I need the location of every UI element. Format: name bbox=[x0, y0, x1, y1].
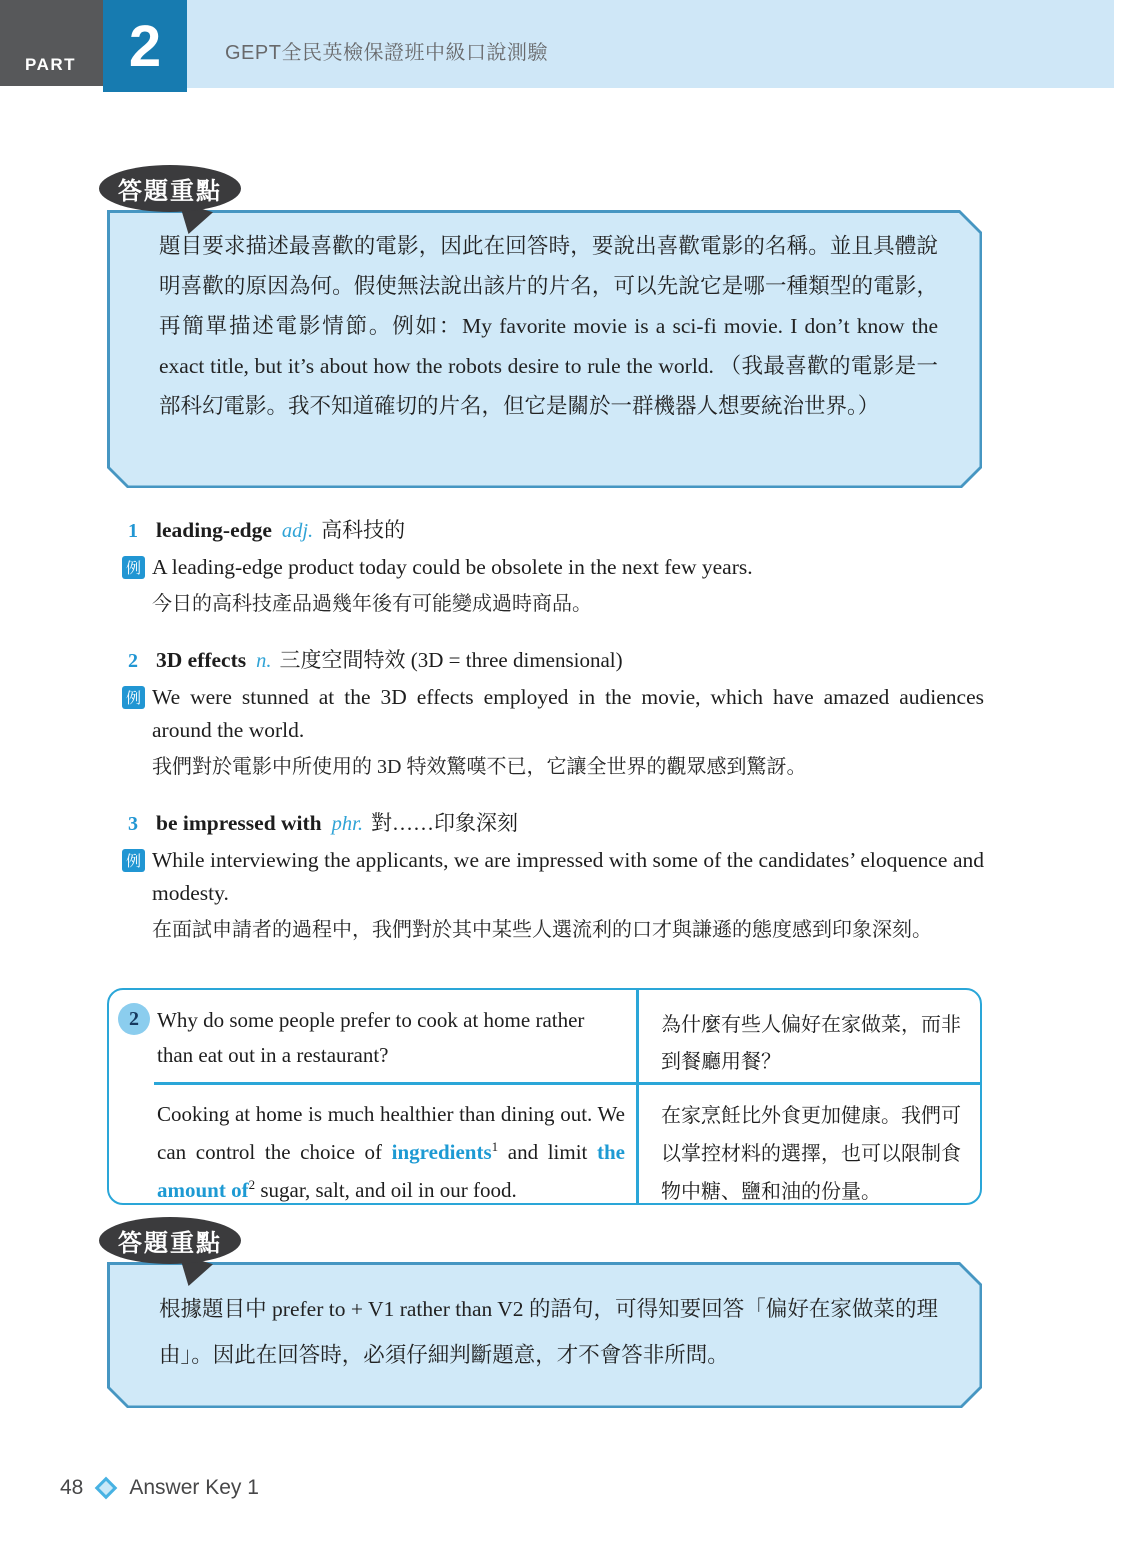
part-label: PART bbox=[25, 55, 77, 74]
vocab-term: leading-edge bbox=[156, 518, 272, 542]
vocab-term: 3D effects bbox=[156, 648, 247, 672]
example-translation-zh: 今日的高科技產品過幾年後有可能變成過時商品。 bbox=[152, 593, 592, 615]
vocab-definition: 對……印象深刻 bbox=[370, 811, 518, 835]
page-number: 48 bbox=[60, 1476, 84, 1499]
question-number-badge: 2 bbox=[118, 1003, 150, 1035]
vocab-definition: 高科技的 bbox=[321, 518, 406, 542]
vocab-term: be impressed with bbox=[156, 811, 322, 835]
vocab-example-row bbox=[122, 844, 984, 910]
table-vertical-divider bbox=[636, 990, 639, 1203]
vocab-pos: adj. bbox=[281, 520, 314, 542]
vocab-example-row bbox=[122, 551, 984, 584]
footer-label: Answer Key 1 bbox=[129, 1476, 259, 1499]
vocab-number: 2 bbox=[128, 650, 138, 672]
part-number-badge: 2 bbox=[103, 0, 187, 92]
key-points-text: 根據題目中 prefer to + V1 rather than V2 的語句，可得知要回答「偏好在家做菜的理由」。因此在回答時，必須仔細判斷題意，才不會答非所問。 bbox=[159, 1297, 938, 1367]
example-sentence-en: While interviewing the applicants, we are impressed with some of the candidates’ eloquence and modesty. bbox=[152, 848, 984, 905]
vocab-term-line bbox=[122, 644, 984, 678]
answer-text-en: Cooking at home is much healthier than dining out. We can control the choice of ingredients$^1$ and limit the amount $of^2$ sugar, salt, and oil in our food. bbox=[157, 1102, 625, 1202]
vocab-term-line bbox=[122, 807, 984, 841]
key-points-text: 題目要求描述最喜歡的電影，因此在回答時，要說出喜歡電影的名稱。並且具體說明喜歡的原因為何。假使無法說出該片的片名，可以先說它是哪一種類型的電影，再簡單描述電影情節。例如：My favorite movie is a sci-fi movie. I don’t know the exact title, but it’s about how the robots desire to rule the world. （我最喜歡的電影是一部科幻電影。我不知道確切的片名，但它是關於一群機器人想要統治世界。） bbox=[159, 234, 938, 418]
qa-table bbox=[107, 988, 982, 1205]
example-translation-zh: 我們對於電影中所使用的 3D 特效驚嘆不已，它讓全世界的觀眾感到驚訝。 bbox=[152, 756, 807, 778]
vocab-number: 3 bbox=[128, 813, 138, 835]
vocab-list bbox=[122, 514, 984, 970]
example-badge: 例 bbox=[122, 686, 145, 709]
example-sentence-en: A leading-edge product today could be obsolete in the next few years. bbox=[152, 555, 753, 579]
vocab-term-line bbox=[122, 514, 984, 548]
key-points-bubble-1 bbox=[107, 178, 982, 488]
example-badge: 例 bbox=[122, 556, 145, 579]
key-points-bubble-2 bbox=[107, 1230, 982, 1408]
answer-text-zh: 在家烹飪比外食更加健康。我們可以掌控材料的選擇，也可以限制食物中糖、鹽和油的份量。 bbox=[661, 1105, 961, 1203]
diamond-icon bbox=[95, 1477, 118, 1500]
vocab-definition: 三度空間特效 (3D = three dimensional) bbox=[279, 648, 623, 672]
question-text-zh: 為什麼有些人偏好在家做菜，而非到餐廳用餐？ bbox=[661, 1014, 961, 1073]
vocab-item bbox=[122, 807, 984, 946]
example-sentence-en: We were stunned at the 3D effects employed in the movie, which have amazed audiences around the world. bbox=[152, 685, 984, 742]
header-part-block bbox=[0, 0, 103, 86]
vocab-item bbox=[122, 644, 984, 783]
page-footer bbox=[60, 1476, 259, 1500]
chapter-title: GEPT全民英檢保證班中級口說測驗 bbox=[225, 41, 548, 64]
vocab-pos: n. bbox=[256, 650, 272, 672]
key-points-label: 答題重點 bbox=[99, 165, 241, 212]
example-badge: 例 bbox=[122, 849, 145, 872]
vocab-example-row bbox=[122, 681, 984, 747]
header-banner bbox=[187, 0, 1114, 88]
vocab-number: 1 bbox=[128, 520, 138, 542]
table-horizontal-divider bbox=[154, 1082, 980, 1085]
example-translation-zh: 在面試申請者的過程中，我們對於其中某些人選流利的口才與謙遜的態度感到印象深刻。 bbox=[152, 919, 932, 941]
vocab-item bbox=[122, 514, 984, 620]
key-points-label: 答題重點 bbox=[99, 1217, 241, 1264]
question-text-en: Why do some people prefer to cook at home rather than eat out in a restaurant? bbox=[157, 1008, 585, 1067]
vocab-pos: phr. bbox=[331, 813, 363, 835]
